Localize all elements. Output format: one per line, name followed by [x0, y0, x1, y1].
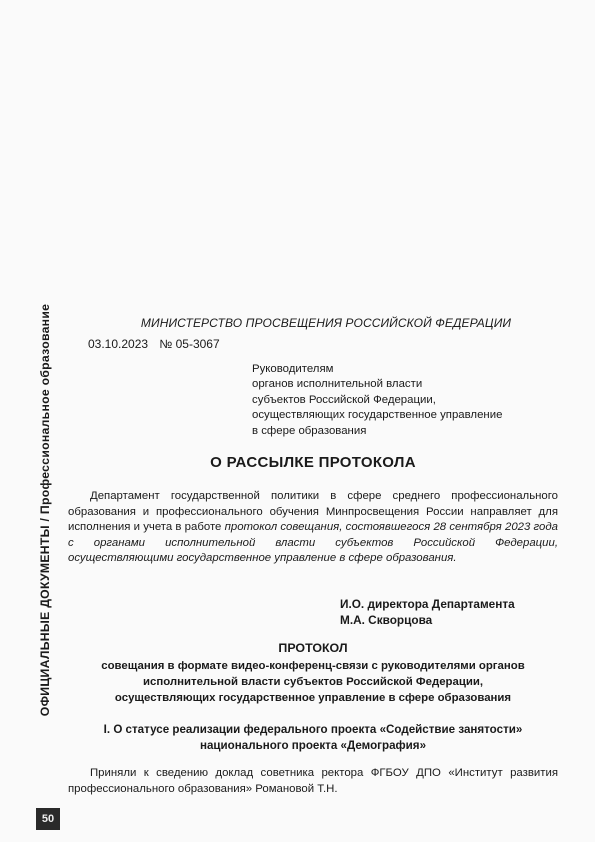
recipient-line: органов исполнительной власти: [252, 378, 423, 391]
signature-block: [340, 596, 515, 628]
letter-body-italic: протокол совещания, состоявшегося 28 сентября 2023 года с органами исполнительной власти субъектов Российской Федерации, осуществляющими государственное управление в сфере образования.: [68, 521, 558, 565]
recipient-line: Руководителям: [252, 363, 334, 375]
page-number: 50: [36, 808, 60, 830]
protocol-subtitle-line: исполнительной власти субъектов Российской Федерации,: [142, 676, 483, 688]
ministry-name: МИНИСТЕРСТВО ПРОСВЕЩЕНИЯ РОССИЙСКОЙ ФЕДЕРАЦИИ: [140, 316, 512, 330]
protocol-subtitle: [68, 658, 558, 706]
protocol-title: ПРОТОКОЛ: [278, 641, 348, 655]
section-heading-line: I. О статусе реализации федерального проекта «Содействие занятости»: [103, 723, 523, 736]
protocol-subtitle-line: совещания в формате видео-конференц-связи с руководителями органов: [101, 660, 525, 672]
recipient-line: в сфере образования: [252, 424, 367, 437]
document-number: № 05-3067: [159, 337, 220, 351]
letter-body-plain: Департамент государственной политики в сфере среднего профессионального образования и профессионального обучения Минпросвещения России направляет для исполнения и учета в работе: [68, 490, 558, 534]
protocol-subtitle-line: осуществляющих государственное управление в сфере образования: [114, 692, 512, 704]
recipient-block: [252, 362, 552, 439]
signature-position: И.О. директора Департамента: [340, 597, 515, 611]
section-heading: [68, 722, 558, 754]
document-date: 03.10.2023: [88, 337, 149, 351]
letter-title: О РАССЫЛКЕ ПРОТОКОЛА: [210, 454, 416, 471]
recipient-line: осуществляющих государственное управление: [252, 409, 503, 422]
letter-body: [68, 489, 558, 567]
recipient-line: субъектов Российской Федерации,: [252, 393, 436, 406]
document-date-line: [88, 337, 228, 351]
spine-bar: [30, 200, 60, 820]
signature-name: М.А. Скворцова: [340, 613, 433, 627]
spine-label: ОФИЦИАЛЬНЫЕ ДОКУМЕНТЫ / Профессиональное образование: [38, 303, 52, 717]
closing-paragraph: Приняли к сведению доклад советника ректора ФГБОУ ДПО «Институт развития профессионального образования» Романовой Т.Н.: [68, 767, 558, 795]
section-heading-line: национального проекта «Демография»: [199, 739, 427, 752]
